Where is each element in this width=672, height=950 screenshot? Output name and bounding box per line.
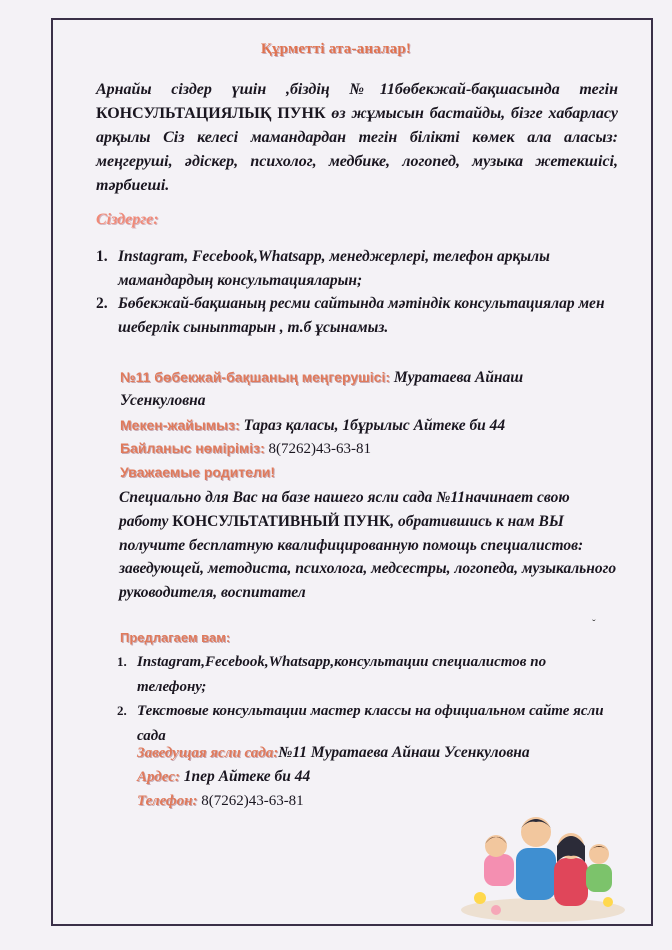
list-item bbox=[117, 699, 617, 748]
list-item-text: Бөбекжай-бақшаның ресми сайтында мәтіндік консультациялар мен шеберлік сыныптарын , т.б ұсынамыз. bbox=[118, 295, 605, 336]
list-item-text: Текстовые консультации мастер классы на официальном сайте ясли сада bbox=[137, 703, 604, 744]
kz-phone-label: Байланыс нөміріміз: bbox=[120, 440, 265, 456]
kz-intro-part1: Арнайы сіздер үшін ,біздің №11бөбекжай-бақшасында тегін bbox=[96, 81, 618, 98]
ru-para-part1: Специально для Вас на базе нашего ясли сада №11начинает свою работу bbox=[119, 489, 570, 530]
ru-address-value: 1пер Айтеке би 44 bbox=[179, 768, 311, 785]
kz-intro-paragraph bbox=[96, 78, 618, 198]
list-item bbox=[96, 292, 616, 339]
family-illustration-icon bbox=[458, 806, 628, 922]
kz-head-name: Муратаева Айнаш bbox=[390, 369, 524, 386]
ru-head-value: №11 Муратаева Айнаш Усенкуловна bbox=[278, 744, 530, 761]
kz-address-label: Мекен-жайымыз: bbox=[120, 417, 240, 433]
ru-head-line bbox=[137, 742, 637, 764]
ru-offer-heading: Предлагаем вам: bbox=[120, 630, 231, 645]
list-item bbox=[96, 245, 616, 292]
ru-offer-heading-line bbox=[120, 627, 620, 649]
kz-intro-part2: өз жұмысын бастайды, бізге хабарласу арқылы Сіз келесі мамандардан тегін білікті көмек ала аласыз: меңгеруші, әдіскер, психолог, медбике, логопед, музыка жетекшісі, тәрбиеші. bbox=[96, 105, 618, 194]
kz-intro-caps: КОНСУЛЬТАЦИЯЛЫҚ ПУНК bbox=[96, 105, 326, 122]
kz-offer-heading: Сіздерге: bbox=[96, 211, 159, 228]
kz-head-name-2: Усенкуловна bbox=[120, 392, 206, 409]
list-item-number: 1. bbox=[117, 654, 127, 669]
scan-mark: ˇ bbox=[592, 618, 596, 630]
ru-offer-list bbox=[117, 650, 617, 748]
kz-phone-value: 8(7262)43-63-81 bbox=[264, 441, 372, 457]
ru-address-line bbox=[137, 766, 637, 788]
kz-phone-line bbox=[120, 437, 620, 460]
ru-para-caps: КОНСУЛЬТАТИВНЫЙ ПУНК bbox=[172, 512, 391, 530]
list-item-number: 2. bbox=[96, 295, 108, 312]
kz-address-line bbox=[120, 414, 620, 437]
ru-intro-paragraph bbox=[119, 486, 619, 605]
kz-title: Құрметті ата-аналар! bbox=[260, 41, 412, 57]
kz-head-name-line2 bbox=[120, 390, 620, 412]
kz-offer-list bbox=[96, 245, 616, 339]
ru-greeting-line bbox=[120, 461, 620, 484]
list-item-text: Instagram,Fecebook,Whatsapp,консультации специалистов по телефону; bbox=[137, 654, 547, 695]
list-item-number: 1. bbox=[96, 248, 108, 265]
kz-head-line bbox=[120, 366, 620, 389]
ru-greeting: Уважаемые родители! bbox=[120, 464, 276, 480]
ru-phone-value: 8(7262)43-63-81 bbox=[197, 793, 304, 809]
kz-head-label: №11 бөбекжай-бақшаның меңгерушісі: bbox=[120, 369, 391, 385]
kz-address-value: Тараз қаласы, 1бұрылыс Айтеке би 44 bbox=[239, 417, 506, 434]
list-item-number: 2. bbox=[117, 703, 127, 718]
list-item bbox=[117, 650, 617, 699]
ru-para-part2: , обратившись к нам ВЫ получите бесплатную квалифицированную помощь специалистов: заведующей, методиста, психолога, медсестры, логопеда, музыкального руководителя, воспитател bbox=[119, 512, 617, 602]
ru-head-label: Заведущая ясли сада: bbox=[137, 745, 279, 761]
ru-address-label: Ардес: bbox=[137, 769, 180, 785]
ru-phone-label: Телефон: bbox=[137, 793, 198, 809]
list-item-text: Instagram, Fecebook,Whatsapp, менеджерлері, телефон арқылы мамандардың консультацияларын; bbox=[118, 248, 550, 289]
